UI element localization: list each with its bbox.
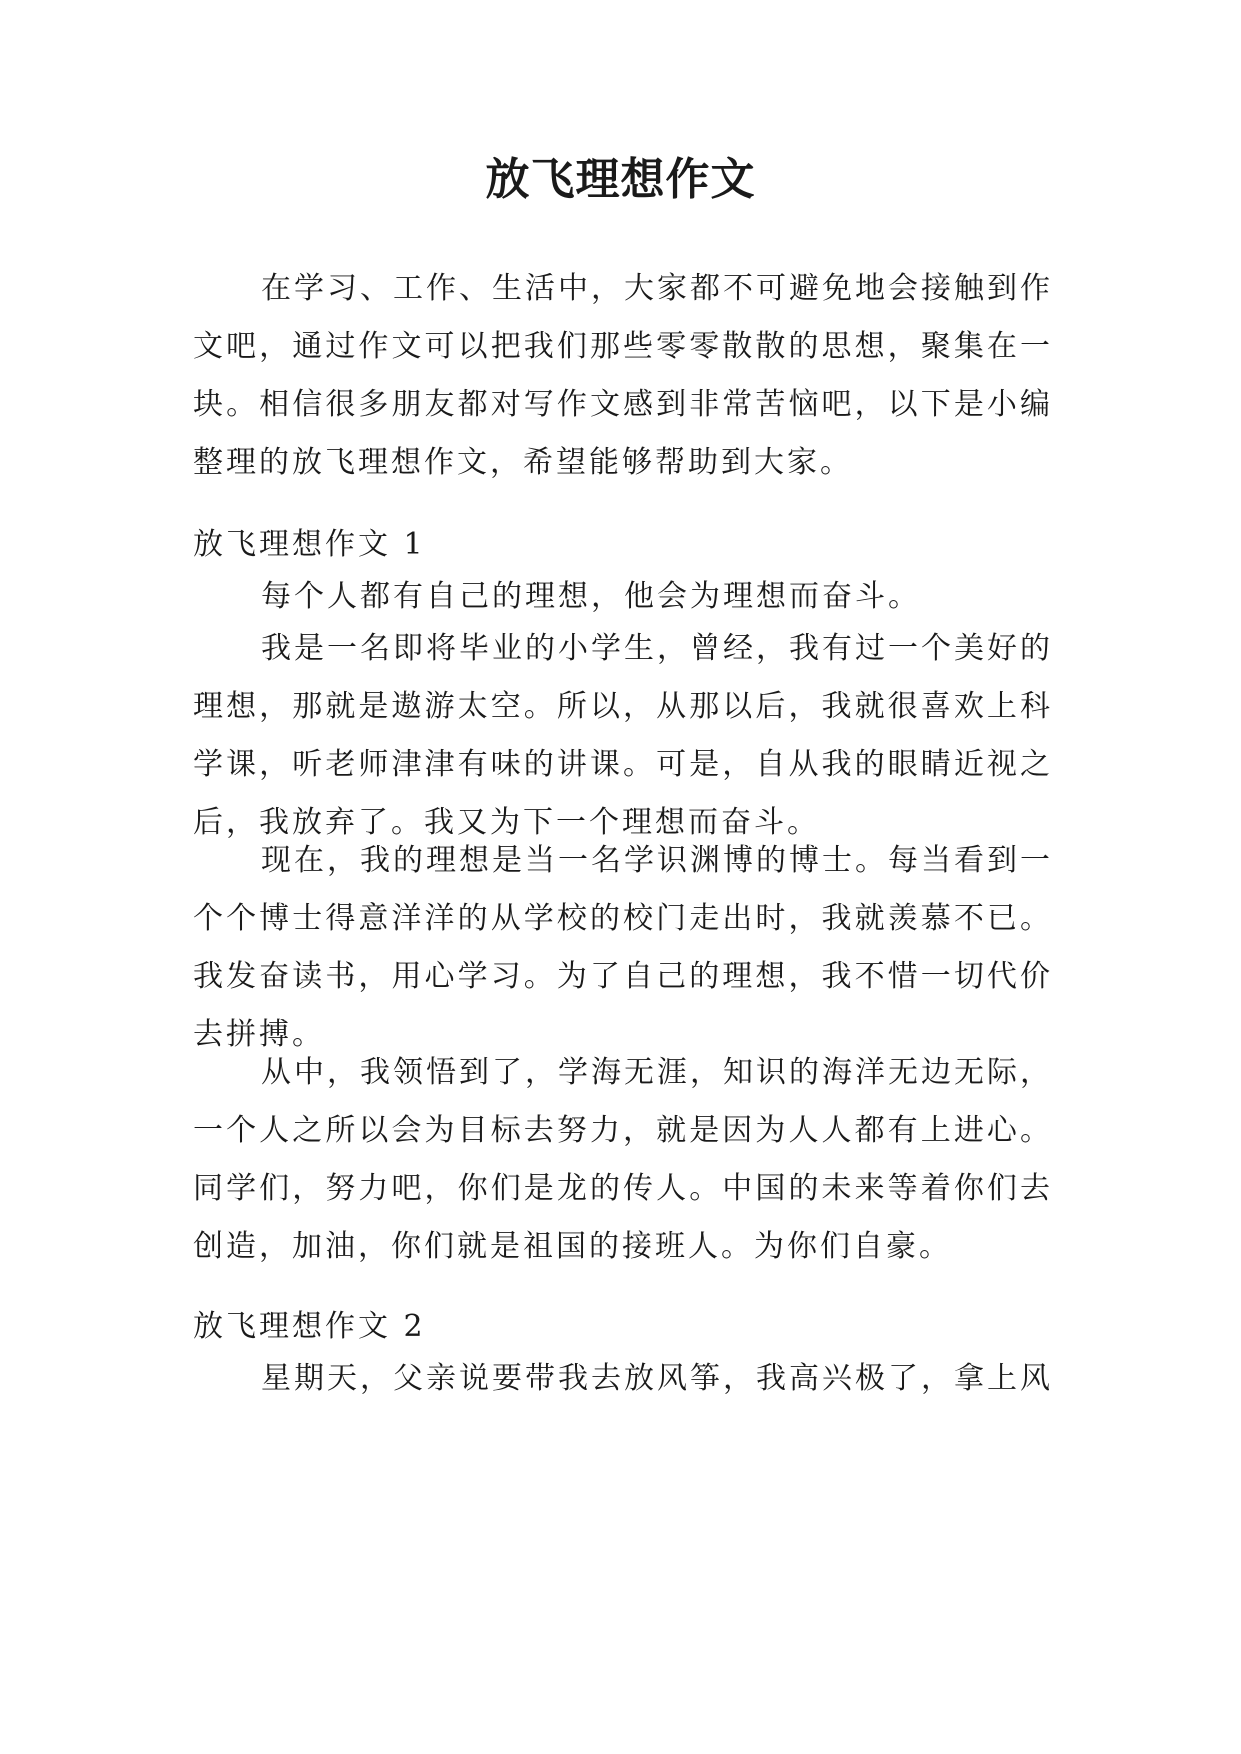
intro-paragraph: 在学习、工作、生活中，大家都不可避免地会接触到作文吧，通过作文可以把我们那些零零散散的思想，聚集在一块。相信很多朋友都对写作文感到非常苦恼吧，以下是小编整理的放飞理想作文，希望能够帮助到大家。 xyxy=(193,271,1053,480)
page-title: 放飞理想作文 xyxy=(485,154,756,205)
essay-2-paragraph-1: 星期天，父亲说要带我去放风筝，我高兴极了，拿上风 xyxy=(261,1361,1053,1396)
essay-1-paragraph-3: 现在，我的理想是当一名学识渊博的博士。每当看到一个个博士得意洋洋的从学校的校门走出时，我就羡慕不已。我发奋读书，用心学习。为了自己的理想，我不惜一切代价去拼搏。 xyxy=(193,843,1053,1052)
essay-1-paragraph-2: 我是一名即将毕业的小学生，曾经，我有过一个美好的理想，那就是遨游太空。所以，从那以后，我就很喜欢上科学课，听老师津津有味的讲课。可是，自从我的眼睛近视之后，我放弃了。我又为下一个理想而奋斗。 xyxy=(193,631,1053,840)
essay-1-paragraph-1: 每个人都有自己的理想，他会为理想而奋斗。 xyxy=(261,579,921,614)
essay-1-paragraph-4: 从中，我领悟到了，学海无涯，知识的海洋无边无际，一个人之所以会为目标去努力，就是因为人人都有上进心。同学们，努力吧，你们是龙的传人。中国的未来等着你们去创造，加油，你们就是祖国的接班人。为你们自豪。 xyxy=(193,1055,1053,1264)
essay-2-heading: 放飞理想作文 2 xyxy=(193,1309,426,1344)
essay-1-heading: 放飞理想作文 1 xyxy=(193,527,426,562)
